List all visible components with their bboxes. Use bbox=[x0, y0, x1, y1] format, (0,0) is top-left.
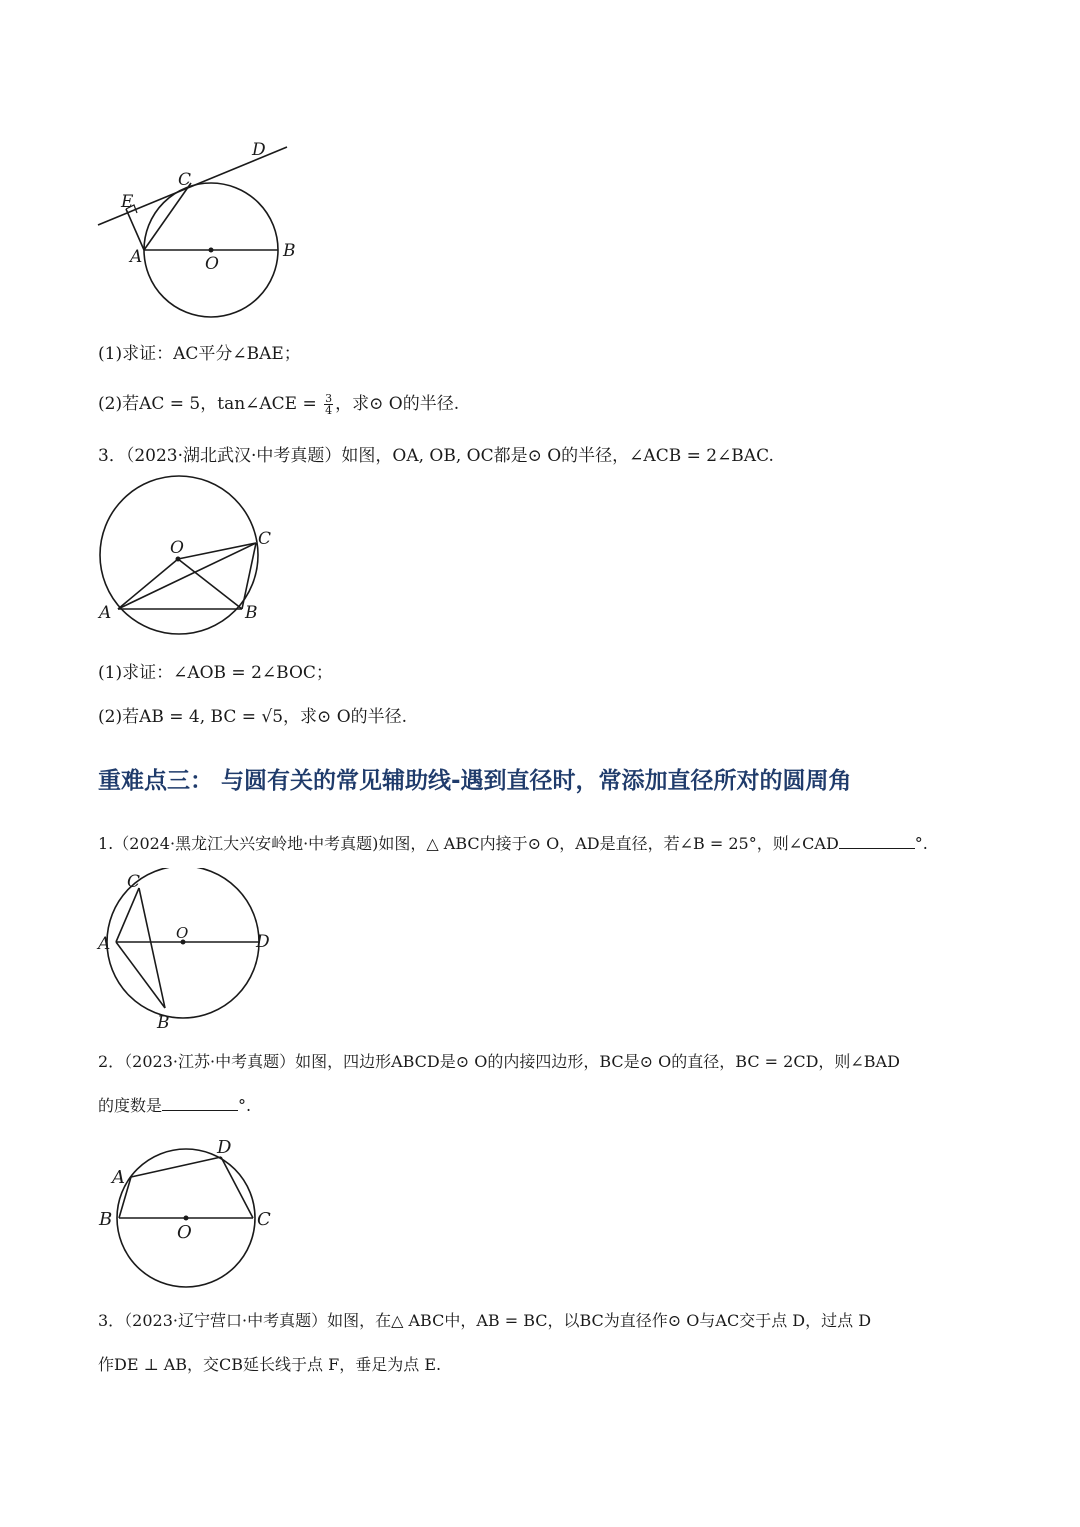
fig3-label-A: A bbox=[98, 934, 111, 954]
answer-blank bbox=[839, 832, 915, 849]
fig3-label-C: C bbox=[127, 872, 141, 892]
fig1-label-D: D bbox=[252, 140, 266, 160]
fig1-label-A: A bbox=[130, 247, 143, 267]
figure-3 bbox=[90, 868, 290, 1038]
figure-1 bbox=[90, 135, 310, 335]
figure-2 bbox=[90, 475, 290, 635]
fig2-label-A: A bbox=[99, 603, 112, 623]
s3-stem-line2: 作DE ⊥ AB，交CB延长线于点 F，垂足为点 E. bbox=[98, 1355, 442, 1374]
answer-blank-2 bbox=[162, 1094, 238, 1111]
fig2-label-B: B bbox=[245, 603, 258, 623]
fig3-label-D: D bbox=[256, 932, 270, 952]
fig4-label-D: D bbox=[217, 1137, 232, 1158]
fig1-label-E: E bbox=[121, 192, 134, 212]
problem3-part2: (2)若AB = 4, BC = √5，求⊙ O的半径. bbox=[98, 707, 408, 727]
fig4-label-B: B bbox=[99, 1209, 113, 1230]
s2-stem-line2: 的度数是 °. bbox=[98, 1096, 252, 1115]
problem2-part2: (2)若AC = 5，tan∠ACE = $\frac{3}{4}$ ，求⊙ O的半径. bbox=[98, 392, 460, 417]
fig1-label-O: O bbox=[205, 254, 219, 274]
problem3-part1: (1)求证：∠AOB = 2∠BOC； bbox=[98, 663, 333, 683]
figure-4 bbox=[90, 1132, 290, 1292]
s1-stem: 1.（2024·黑龙江大兴安岭地·中考真题)如图，△ ABC内接于⊙ O，AD是直径，若∠B = 25°，则∠CAD °. bbox=[98, 834, 928, 853]
fig3-label-O: O bbox=[176, 924, 189, 942]
s2-stem-line1: 2．（2023·江苏·中考真题）如图，四边形ABCD是⊙ O的内接四边形，BC是⊙ O的直径，BC = 2CD，则∠BAD bbox=[98, 1052, 900, 1071]
section-heading: 重难点三： 与圆有关的常见辅助线-遇到直径时，常添加直径所对的圆周角 bbox=[98, 768, 852, 794]
fraction-three-fourths: $\frac{3}{4}$ bbox=[325, 392, 333, 417]
fig4-label-A: A bbox=[112, 1167, 125, 1188]
fig3-label-B: B bbox=[157, 1013, 170, 1033]
fig1-label-C: C bbox=[178, 170, 192, 190]
problem3-stem: 3．（2023·湖北武汉·中考真题）如图，OA, OB, OC都是⊙ O的半径，∠ACB = 2∠BAC. bbox=[98, 446, 774, 466]
fig4-label-O: O bbox=[177, 1222, 192, 1243]
fig2-label-O: O bbox=[170, 538, 184, 558]
fig2-label-C: C bbox=[258, 529, 272, 549]
fig1-label-B: B bbox=[283, 241, 296, 261]
s3-stem-line1: 3．（2023·辽宁营口·中考真题）如图，在△ ABC中，AB = BC，以BC为直径作⊙ O与AC交于点 D，过点 D bbox=[98, 1311, 872, 1330]
problem2-part1: (1)求证：AC平分∠BAE； bbox=[98, 344, 301, 364]
fig4-label-C: C bbox=[257, 1209, 271, 1230]
